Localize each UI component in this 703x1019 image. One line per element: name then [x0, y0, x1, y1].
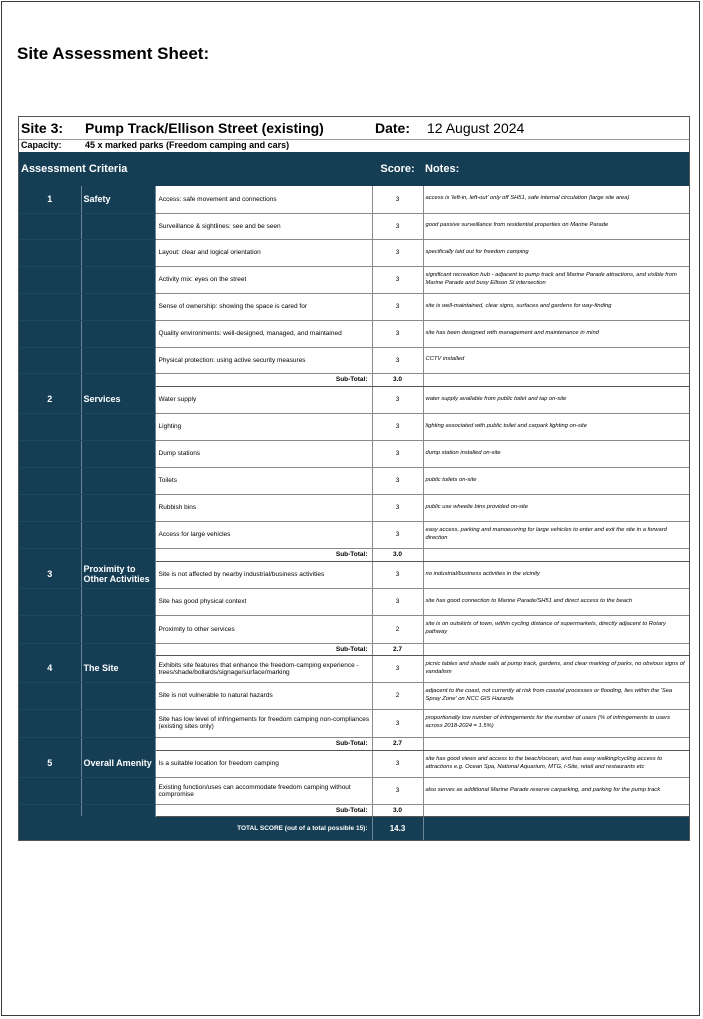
criterion-score: 2: [372, 615, 423, 643]
criterion-text: Sense of ownership: showing the space is cared for: [155, 293, 372, 320]
subtotal-label: Sub-Total:: [155, 737, 372, 750]
criterion-text: Access: safe movement and connections: [155, 186, 372, 213]
group-number-cell: [19, 804, 81, 816]
criterion-number: [19, 494, 81, 521]
criterion-category: [81, 213, 155, 239]
group-category-cell: [81, 643, 155, 655]
criterion-score: 3: [372, 440, 423, 467]
criterion-category: [81, 588, 155, 615]
criterion-category: [81, 440, 155, 467]
group-number-cell: [19, 548, 81, 561]
criterion-note: access is 'left-in, left-out' only off SH51, safe internal circulation (large site area): [423, 186, 689, 213]
criterion-row: [19, 655, 689, 682]
criterion-note: public toilets on-site: [423, 467, 689, 494]
date-label: Date:: [375, 120, 411, 136]
group-number-cell: [19, 373, 81, 386]
criterion-category: [81, 320, 155, 347]
criterion-text: Existing function/uses can accommodate freedom camping without compromise: [155, 777, 372, 804]
page-title: Site Assessment Sheet:: [17, 44, 210, 63]
subtotal-notes-cell: [423, 548, 689, 561]
criterion-note: site has good connection to Marine Parade/SH51 and direct access to the beach: [423, 588, 689, 615]
criterion-note: easy access, parking and manoeuvring for large vehicles to enter and exit the site in a forward direction: [423, 521, 689, 548]
criteria-table: [19, 152, 689, 840]
capacity-row: [19, 140, 689, 152]
criterion-note: good passive surveillance from residential properties on Marine Parade: [423, 213, 689, 239]
criterion-score: 3: [372, 655, 423, 682]
criterion-score: 3: [372, 213, 423, 239]
criterion-score: 3: [372, 777, 423, 804]
criterion-number: [19, 615, 81, 643]
criterion-score: 3: [372, 588, 423, 615]
criterion-row: [19, 293, 689, 320]
total-spacer-1: [19, 816, 81, 840]
criterion-text: Site has low level of infringements for freedom camping non-compliances (existing sites only): [155, 709, 372, 737]
criterion-note: significant recreation hub - adjacent to pump track and Marine Parade attractions, and visible from Marine Parade and busy Ellison St intersection: [423, 266, 689, 293]
criterion-row: [19, 440, 689, 467]
criterion-category: The Site: [81, 655, 155, 682]
group-category-cell: [81, 737, 155, 750]
criterion-number: [19, 293, 81, 320]
criterion-number: [19, 777, 81, 804]
subtotal-notes-cell: [423, 804, 689, 816]
criterion-row: [19, 588, 689, 615]
criterion-text: Site is not affected by nearby industrial/business activities: [155, 561, 372, 588]
criterion-text: Exhibits site features that enhance the freedom-camping experience - trees/shade/bollards/signage/surface/marking: [155, 655, 372, 682]
subtotal-row: [19, 804, 689, 816]
criterion-row: [19, 750, 689, 777]
criterion-score: 3: [372, 709, 423, 737]
criterion-note: site is well-maintained, clear signs, surfaces and gardens for way-finding: [423, 293, 689, 320]
criterion-row: [19, 266, 689, 293]
criterion-text: Proximity to other services: [155, 615, 372, 643]
criterion-number: [19, 239, 81, 266]
subtotal-value: 3.0: [372, 373, 423, 386]
group-category-cell: [81, 373, 155, 386]
criterion-text: Toilets: [155, 467, 372, 494]
criterion-number: 4: [19, 655, 81, 682]
criterion-note: dump station installed on-site: [423, 440, 689, 467]
criterion-text: Dump stations: [155, 440, 372, 467]
score-column-header: Score:: [372, 152, 423, 186]
criterion-category: [81, 777, 155, 804]
criterion-number: [19, 709, 81, 737]
criterion-text: Site has good physical context: [155, 588, 372, 615]
criterion-category: [81, 467, 155, 494]
criteria-column-spacer: [155, 152, 372, 186]
criterion-category: [81, 615, 155, 643]
criterion-number: 2: [19, 386, 81, 413]
criterion-note: water supply available from public toilet and tap on-site: [423, 386, 689, 413]
criterion-category: Services: [81, 386, 155, 413]
criterion-row: [19, 186, 689, 213]
subtotal-label: Sub-Total:: [155, 804, 372, 816]
total-spacer-2: [81, 816, 155, 840]
criterion-number: [19, 440, 81, 467]
criterion-score: 2: [372, 682, 423, 709]
subtotal-value: 3.0: [372, 804, 423, 816]
assessment-sheet: [18, 116, 690, 841]
criterion-row: [19, 561, 689, 588]
criterion-text: Layout: clear and logical orientation: [155, 239, 372, 266]
criterion-text: Site is not vulnerable to natural hazards: [155, 682, 372, 709]
criterion-category: [81, 494, 155, 521]
total-label: TOTAL SCORE (out of a total possible 15):: [155, 816, 372, 840]
capacity-value: 45 x marked parks (Freedom camping and cars): [85, 140, 290, 150]
site-header: [19, 117, 689, 140]
criterion-text: Activity mix: eyes on the street: [155, 266, 372, 293]
criterion-row: [19, 347, 689, 373]
criterion-note: site has good views and access to the beach/ocean, and has easy walking/cycling access to attractions e.g. Ocean Spa, National Aquarium, MTG, i-Site, retail and restaurants etc: [423, 750, 689, 777]
criterion-category: [81, 521, 155, 548]
total-value: 14.3: [372, 816, 423, 840]
criterion-score: 3: [372, 293, 423, 320]
criterion-row: [19, 521, 689, 548]
criterion-category: Safety: [81, 186, 155, 213]
criterion-category: [81, 413, 155, 440]
subtotal-row: [19, 373, 689, 386]
criterion-score: 3: [372, 413, 423, 440]
criterion-row: [19, 386, 689, 413]
criterion-note: public use wheelie bins provided on-site: [423, 494, 689, 521]
criterion-category: [81, 347, 155, 373]
criterion-category: Overall Amenity: [81, 750, 155, 777]
group-number-cell: [19, 737, 81, 750]
criterion-row: [19, 682, 689, 709]
criterion-row: [19, 467, 689, 494]
criterion-score: 3: [372, 467, 423, 494]
criterion-category: [81, 266, 155, 293]
criterion-number: 1: [19, 186, 81, 213]
criterion-score: 3: [372, 750, 423, 777]
criterion-category: [81, 293, 155, 320]
criterion-note: adjacent to the coast, not currently at risk from coastal processes or flooding, lies within the 'Sea Spray Zone' on NCC GIS Hazards: [423, 682, 689, 709]
criterion-number: [19, 682, 81, 709]
site-label: Site 3:: [21, 120, 64, 136]
criterion-number: [19, 521, 81, 548]
subtotal-notes-cell: [423, 373, 689, 386]
date-value: 12 August 2024: [427, 120, 525, 136]
criterion-number: [19, 347, 81, 373]
column-header-row: [19, 152, 689, 186]
criterion-row: [19, 777, 689, 804]
criterion-number: [19, 266, 81, 293]
criterion-text: Access for large vehicles: [155, 521, 372, 548]
criterion-note: no industrial/business activities in the vicinity: [423, 561, 689, 588]
subtotal-value: 2.7: [372, 737, 423, 750]
subtotal-row: [19, 737, 689, 750]
criterion-number: [19, 588, 81, 615]
criterion-note: lighting associated with public toilet and carpark lighting on-site: [423, 413, 689, 440]
criterion-row: [19, 709, 689, 737]
criterion-row: [19, 213, 689, 239]
criterion-score: 3: [372, 494, 423, 521]
criterion-text: Quality environments: well-designed, managed, and maintained: [155, 320, 372, 347]
criterion-text: Lighting: [155, 413, 372, 440]
criterion-note: also serves as additional Marine Parade reserve carparking, and parking for the pump track: [423, 777, 689, 804]
criterion-number: 3: [19, 561, 81, 588]
subtotal-label: Sub-Total:: [155, 548, 372, 561]
criterion-text: Rubbish bins: [155, 494, 372, 521]
criterion-number: [19, 413, 81, 440]
criterion-score: 3: [372, 561, 423, 588]
subtotal-value: 3.0: [372, 548, 423, 561]
criterion-note: site is on outskirts of town, within cycling distance of supermarkets, directly adjacent to Rotary pathway: [423, 615, 689, 643]
criterion-text: Water supply: [155, 386, 372, 413]
total-row: [19, 816, 689, 840]
criterion-row: [19, 320, 689, 347]
criterion-row: [19, 239, 689, 266]
criterion-category: [81, 709, 155, 737]
group-number-cell: [19, 643, 81, 655]
criterion-note: CCTV installed: [423, 347, 689, 373]
criterion-row: [19, 615, 689, 643]
criterion-text: Physical protection: using active security measures: [155, 347, 372, 373]
criterion-score: 3: [372, 239, 423, 266]
subtotal-row: [19, 643, 689, 655]
site-name: Pump Track/Ellison Street (existing): [85, 120, 324, 136]
criterion-score: 3: [372, 186, 423, 213]
criterion-note: proportionally low number of infringements for the number of users (% of infringements to users across 2018-2024 = 1.5%): [423, 709, 689, 737]
capacity-label: Capacity:: [21, 140, 62, 150]
total-notes-cell: [423, 816, 689, 840]
notes-column-header: Notes:: [423, 152, 689, 186]
subtotal-notes-cell: [423, 643, 689, 655]
group-category-cell: [81, 804, 155, 816]
subtotal-notes-cell: [423, 737, 689, 750]
criterion-text: Is a suitable location for freedom camping: [155, 750, 372, 777]
criteria-column-header: Assessment Criteria: [19, 152, 155, 186]
subtotal-label: Sub-Total:: [155, 643, 372, 655]
subtotal-label: Sub-Total:: [155, 373, 372, 386]
criterion-category: [81, 682, 155, 709]
criterion-score: 3: [372, 521, 423, 548]
criterion-score: 3: [372, 347, 423, 373]
criterion-note: specifically laid out for freedom camping: [423, 239, 689, 266]
criterion-number: [19, 320, 81, 347]
criterion-score: 3: [372, 386, 423, 413]
criterion-row: [19, 494, 689, 521]
criterion-category: Proximity to Other Activities: [81, 561, 155, 588]
criterion-row: [19, 413, 689, 440]
subtotal-value: 2.7: [372, 643, 423, 655]
criterion-number: 5: [19, 750, 81, 777]
criterion-text: Surveillance & sightlines: see and be seen: [155, 213, 372, 239]
criterion-score: 3: [372, 320, 423, 347]
criterion-note: site has been designed with management and maintenance in mind: [423, 320, 689, 347]
subtotal-row: [19, 548, 689, 561]
group-category-cell: [81, 548, 155, 561]
criterion-category: [81, 239, 155, 266]
criterion-number: [19, 213, 81, 239]
criterion-score: 3: [372, 266, 423, 293]
criterion-number: [19, 467, 81, 494]
criterion-note: picnic tables and shade sails at pump track, gardens, and clear marking of parks, no obvious signs of vandalism: [423, 655, 689, 682]
